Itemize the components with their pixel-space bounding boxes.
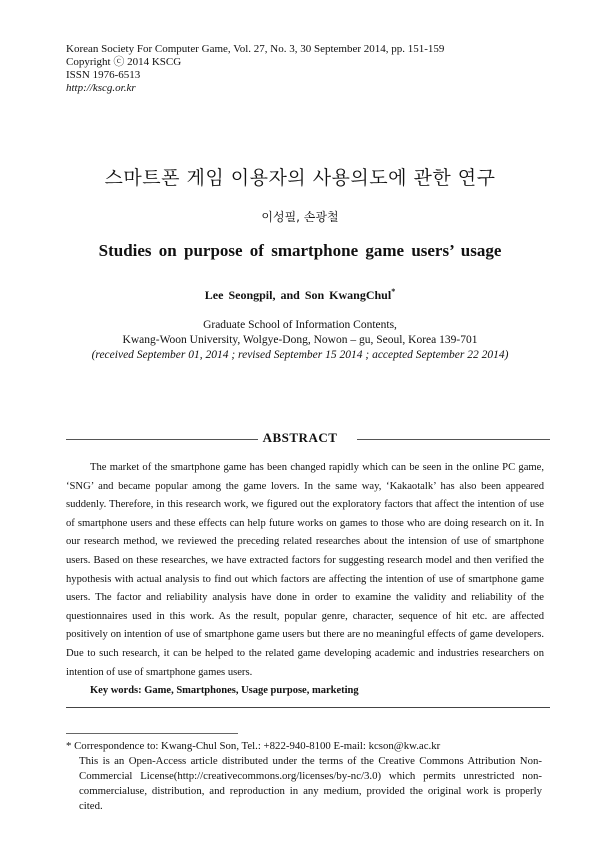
korean-title: 스마트폰 게임 이용자의 사용의도에 관한 연구 — [104, 167, 496, 189]
english-authors-names: Lee Seongpil, and Son KwangChul — [204, 288, 392, 302]
affiliation-line-2: Kwang-Woon University, Wolgye-Dong, Nowon – gu, Seoul, Korea 139-701 — [122, 334, 478, 346]
english-title: Studies on purpose of smartphone game users’ usage — [98, 241, 502, 260]
abstract-heading: ABSTRACT — [262, 430, 338, 445]
correspondence-mark: * — [391, 287, 396, 296]
abstract-body: The market of the smartphone game has been changed rapidly which can be seen in the online PC game, ‘SNG’ and became popular among the game lovers. In the same way, ‘Kakaotalk’ has also been appeared suddenly. Therefore, in this research work, we figured out the exploratory factors that affect the intention of use of smartphone users and these effects can help future works on games to those who are doing research on it. In our research method, we reviewed the preceding related researches about the intension of use of smartphone users. Based on these researches, we have extracted factors for suggesting research model and then verified the hypothesis with actual analysis to find out which factors are affecting the intention of use of smartphone game users. The factor and reliability analysis have done in order to examine the validity and reliability of the questionnaires used in this work. As the result, popular genre, character, sequence of hit etc. are affected positively on intention of use of smartphone game users but there are no meaningful effects of game developers. Due to such research, it can be helped to the related game developing academic and industries researchers on intention of use of smartphone games users. — [66, 462, 544, 678]
copyright-line: Copyright ⓒ 2014 KSCG — [66, 56, 182, 68]
received-dates: (received September 01, 2014 ; revised September 15 2014 ; accepted September 22 2014) — [91, 349, 509, 361]
issn-line: ISSN 1976-6513 — [66, 69, 141, 81]
journal-url[interactable]: http://kscg.or.kr — [66, 82, 136, 94]
abstract-rule-right — [357, 439, 550, 440]
footnote-divider — [66, 733, 238, 734]
affiliation-block — [0, 318, 600, 363]
journal-citation: Korean Society For Computer Game, Vol. 27, No. 3, 30 September 2014, pp. 151-159 — [66, 43, 445, 55]
correspondence-note: * Correspondence to: Kwang-Chul Son, Tel.: +822-940-8100 E-mail: kcson@kw.ac.kr — [66, 740, 441, 752]
english-authors — [0, 287, 600, 303]
affiliation-line-1: Graduate School of Information Contents, — [203, 319, 397, 331]
journal-header — [66, 43, 444, 95]
footnote — [66, 739, 542, 814]
license-note: This is an Open-Access article distributed under the terms of the Creative Commons Attribution Non-Commercial License(http://creativecommons.org/licenses/by-nc/3.0) which permits unrestricted non-commercialuse, distribution, and reproduction in any medium, provided the original work is properly cited. — [79, 755, 542, 812]
keywords: Key words: Game, Smartphones, Usage purpose, marketing — [90, 685, 359, 696]
keywords-divider — [66, 707, 550, 708]
korean-authors: 이성필, 손광철 — [261, 210, 339, 224]
